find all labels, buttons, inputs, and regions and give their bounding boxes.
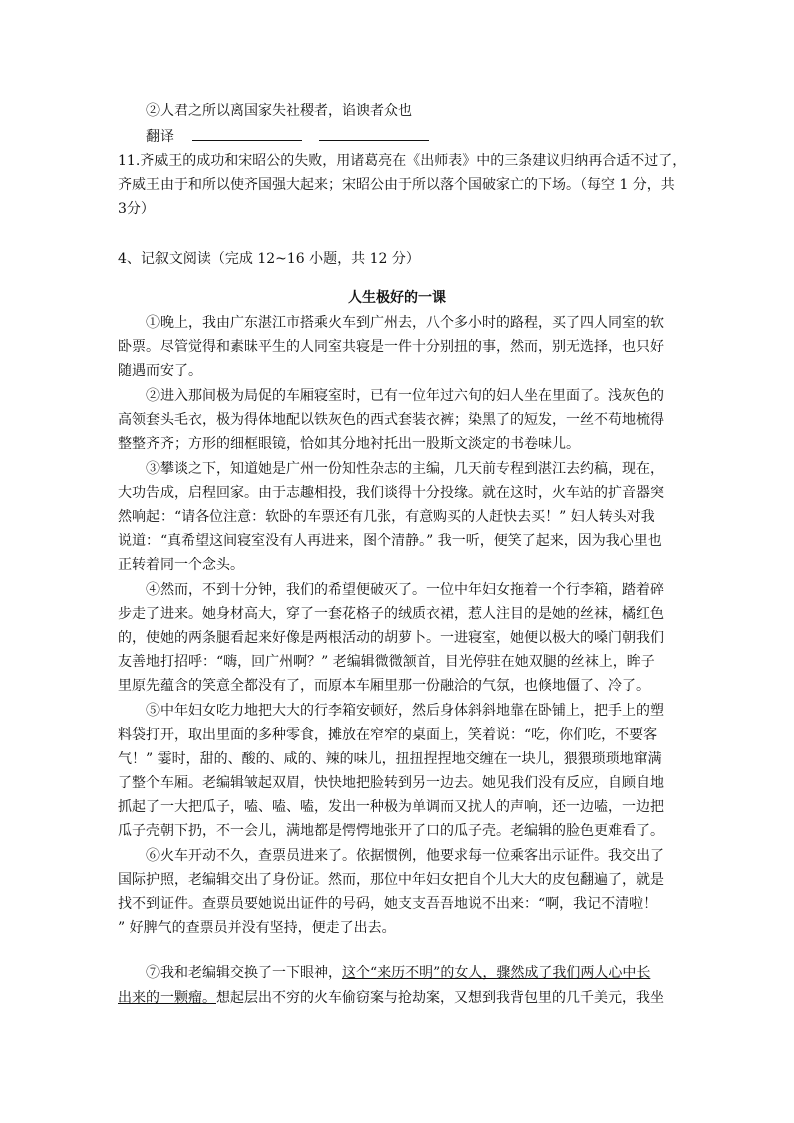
- para-6-line-1: ⑥火车开动不久，查票员进来了。依据惯例，他要求每一位乘客出示证件。我交出了: [146, 848, 664, 864]
- para-7-line-2-plain: 想起层出不穷的火车偷窃案与抢劫案，又想到我背包里的几千美元，我坐: [216, 990, 664, 1006]
- para-3-line-1: ③攀谈之下，知道她是广州一份知性杂志的主编，几天前专程到湛江去约稿，现在，: [146, 461, 664, 477]
- para-4-line-5: 里原先蕴含的笑意全都没有了，而原本车厢里那一份融洽的气氛，也倏地僵了、冷了。: [118, 678, 650, 694]
- section-heading: 4、记叙文阅读（完成 12~16 小题，共 12 分）: [118, 251, 420, 267]
- para-6-line-2: 国际护照，老编辑交出了身份证。然而，那位中年妇女把自个儿大大的皮包翻遍了，就是: [118, 872, 664, 888]
- para-6-line-3: 找不到证件。查票员要她说出证件的号码，她支支吾吾地说不出来：“啊，我记不清啦！: [118, 896, 658, 912]
- para-5-line-5: 抓起了一大把瓜子，嗑、嗑、嗑，发出一种极为单调而又扰人的声响，还一边嗑，一边把: [118, 799, 664, 815]
- para-2-line-3: 整整齐齐；方形的细框眼镜，恰如其分地衬托出一股斯文淡定的书卷味儿。: [118, 436, 580, 452]
- para-4-line-3: 的，使她的两条腿看起来好像是两根活动的胡萝卜。一进寝室，她便以极大的嗓门朝我们: [118, 630, 664, 646]
- q11-line-1: 11.齐威王的成功和宋昭公的失败，用诸葛亮在《出师表》中的三条建议归纳再合适不过了，: [118, 153, 687, 169]
- para-7-line-2: [118, 988, 664, 1008]
- para-1-line-2: 卧票。尽管觉得和素昧平生的人同室共寝是一件十分别扭的事，然而，别无选择，也只好: [118, 339, 664, 355]
- para-5-line-2: 料袋打开，取出里面的多种零食，摊放在窄窄的桌面上，笑着说：“吃，你们吃，不要客: [118, 727, 658, 743]
- para-1-line-3: 随遇而安了。: [118, 363, 202, 379]
- para-7-underlined-sentence-part-1: 这个“来历不明”的女人，骤然成了我们两人心中长: [342, 965, 651, 981]
- passage-title: 人生极好的一课: [348, 290, 446, 306]
- para-2-line-2: 高领套头毛衣，极为得体地配以铁灰色的西式套装衣裤；染黑了的短发，一丝不苟地梳得: [118, 412, 664, 428]
- para-3-line-2: 大功告成，启程回家。由于志趣相投，我们谈得十分投缘。就在这时，火车站的扩音器突: [118, 485, 664, 501]
- para-5-line-1: ⑤中年妇女吃力地把大大的行李箱安顿好，然后身体斜斜地靠在卧铺上，把手上的塑: [146, 703, 664, 719]
- para-7-line-1: [146, 963, 650, 983]
- para-4-line-4: 友善地打招呼：“嗨，回广州啊？” 老编辑微微颔首，目光停驻在她双腿的丝袜上，眸子: [118, 654, 655, 670]
- para-5-line-4: 了整个车厢。老编辑皱起双眉，快快地把脸转到另一边去。她见我们没有反应，自顾自地: [118, 775, 664, 791]
- para-7-line-1-plain: ⑦我和老编辑交换了一下眼神，: [146, 965, 342, 981]
- para-7-underlined-sentence-part-2: 出来的一颗瘤。: [118, 990, 216, 1006]
- q11-line-3: 3分）: [118, 201, 155, 217]
- translation-blank-2[interactable]: [319, 126, 429, 141]
- classical-item-2: ②人君之所以离国家失社稷者，谄谀者众也: [146, 103, 412, 119]
- para-1-line-1: ①晚上，我由广东湛江市搭乘火车到广州去，八个多小时的路程，买了四人同室的软: [146, 315, 664, 331]
- para-5-line-3: 气！” 霎时，甜的、酸的、咸的、辣的味儿，扭扭捏捏地交缠在一块儿，猥猥琐琐地窜满: [118, 751, 662, 767]
- para-4-line-1: ④然而，不到十分钟，我们的希望便破灭了。一位中年妇女拖着一个行李箱，踏着碎: [146, 582, 664, 598]
- para-4-line-2: 步走了进来。她身材高大，穿了一套花格子的绒质衣裙，惹人注目的是她的丝袜，橘红色: [118, 606, 664, 622]
- para-3-line-4: 说道：“真希望这间寝室没有人再进来，图个清静。” 我一听，便笑了起来，因为我心里也: [118, 533, 662, 549]
- translation-label: 翻译: [146, 129, 174, 145]
- para-6-line-4: ” 好脾气的查票员并没有坚持，便走了出去。: [118, 920, 396, 936]
- para-3-line-3: 然响起：“请各位注意：软卧的车票还有几张，有意购买的人赶快去买！” 妇人转头对我: [118, 509, 655, 525]
- para-5-line-6: 瓜子壳朝下扔，不一会儿，满地都是愕愕地张开了口的瓜子壳。老编辑的脸色更难看了。: [118, 823, 664, 839]
- translation-blank-1[interactable]: [192, 126, 302, 141]
- q11-line-2: 齐威王由于和所以使齐国强大起来；宋昭公由于所以落个国破家亡的下场。（每空 1 分，共: [118, 177, 675, 193]
- translation-row: [146, 126, 429, 147]
- para-3-line-5: 正转着同一个念头。: [118, 557, 244, 573]
- para-2-line-1: ②进入那间极为局促的车厢寝室时，已有一位年过六旬的妇人坐在里面了。浅灰色的: [146, 388, 664, 404]
